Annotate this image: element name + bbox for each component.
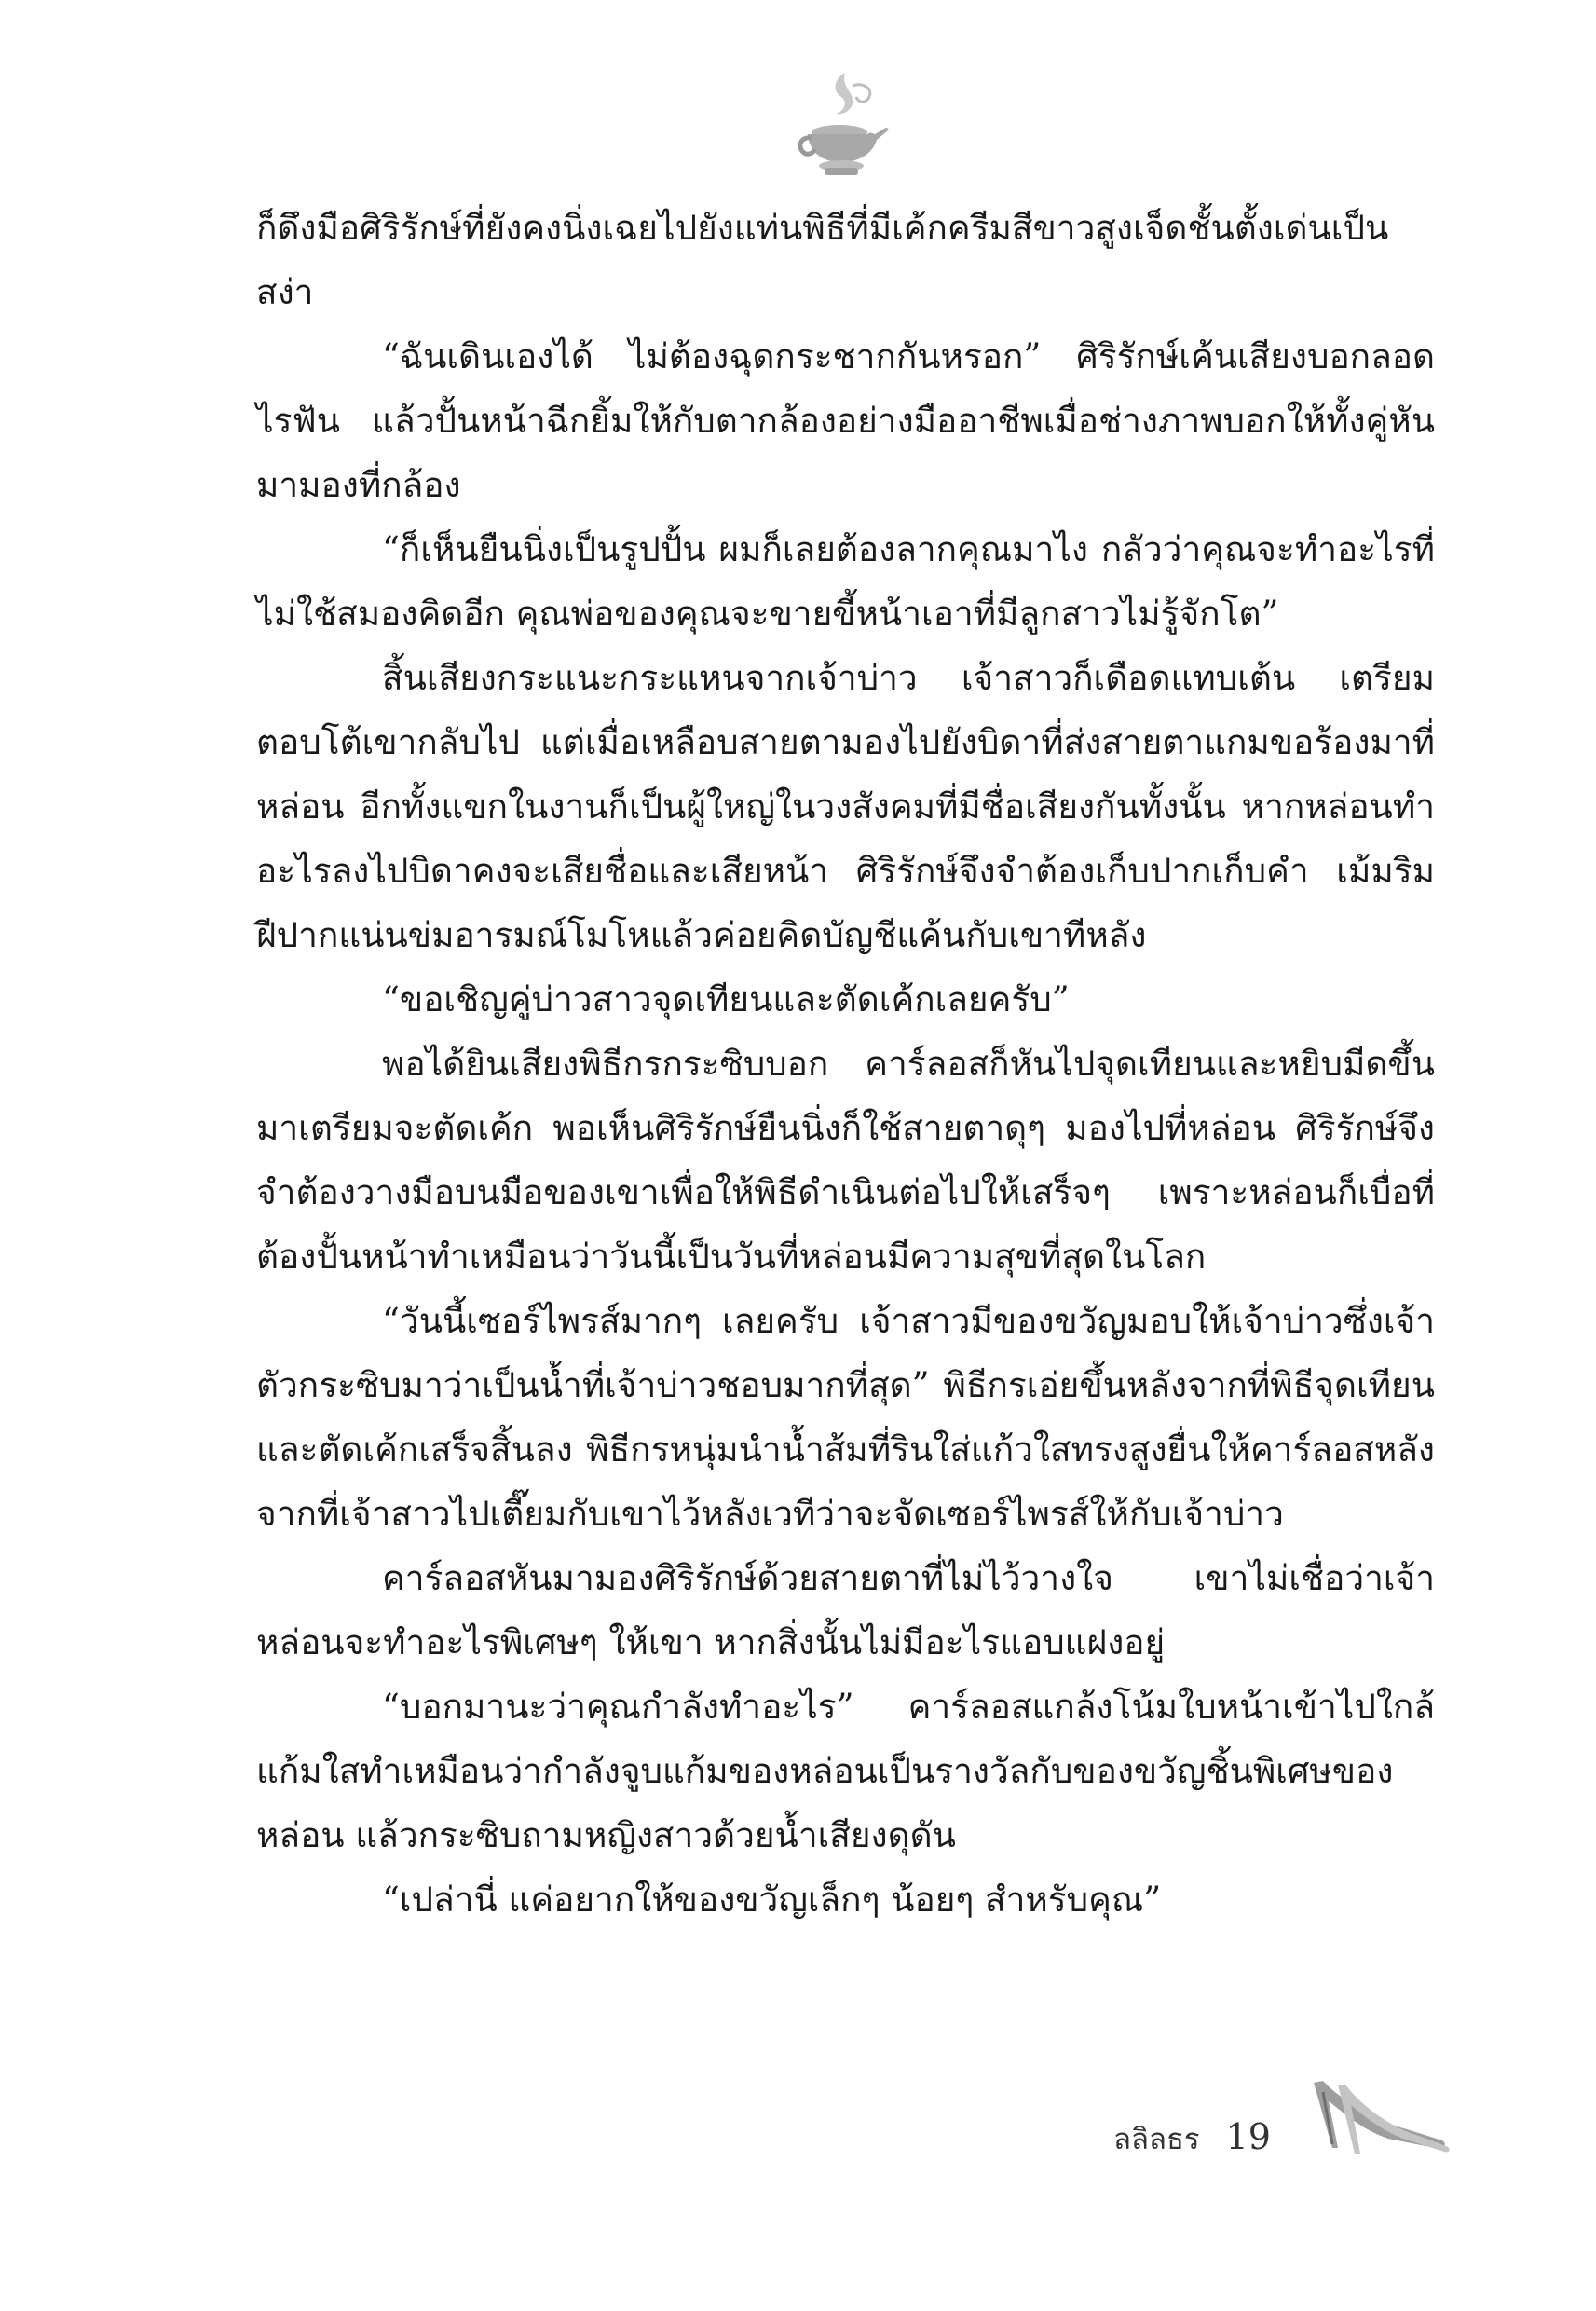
paragraph: สิ้นเสียงกระแนะกระแหนจากเจ้าบ่าว เจ้าสาวก็เดือดแทบเต้น เตรียมตอบโต้เขากลับไป แต่เมื่อเหลือบสายตามองไปยังบิดาที่ส่งสายตาแกมขอร้องมาที่หล่อน อีกทั้งแขกในงานก็เป็นผู้ใหญ่ในวงสังคมที่มีชื่อเสียงกันทั้งนั้น หากหล่อนทำอะไรลงไปบิดาคงจะเสียชื่อและเสียหน้า ศิริรักษ์จึงจำต้องเก็บปากเก็บคำ เม้มริมฝีปากแน่นข่มอารมณ์โมโหแล้วค่อยคิดบัญชีแค้นกับเขาทีหลัง bbox=[256, 658, 1435, 955]
paragraph: คาร์ลอสหันมามองศิริรักษ์ด้วยสายตาที่ไม่ไว้วางใจ เขาไม่เชื่อว่าเจ้าหล่อนจะทำอะไรพิเศษๆ ให้เขา หากสิ่งนั้นไม่มีอะไรแอบแฝงอยู่ bbox=[256, 1558, 1435, 1662]
paragraph: พอได้ยินเสียงพิธีกรกระซิบบอก คาร์ลอสก็หันไปจุดเทียนและหยิบมีดขึ้นมาเตรียมจะตัดเค้ก พอเห็นศิริรักษ์ยืนนิ่งก็ใช้สายตาดุๆ มองไปที่หล่อน ศิริรักษ์จึงจำต้องวางมือบนมือของเขาเพื่อให้พิธีดำเนินต่อไปให้เสร็จๆ เพราะหล่อนก็เบื่อที่ต้องปั้นหน้าทำเหมือนว่าวันนี้เป็นวันที่หล่อนมีความสุขที่สุดในโลก bbox=[256, 1044, 1435, 1277]
paragraph: “เปล่านี่ แค่อยากให้ของขวัญเล็กๆ น้อยๆ สำหรับคุณ” bbox=[382, 1880, 1162, 1920]
high-heel-shoe-icon bbox=[1304, 2073, 1453, 2167]
author-name: ลลิลธร bbox=[1113, 2123, 1200, 2156]
paragraph: “วันนี้เซอร์ไพรส์มากๆ เลยครับ เจ้าสาวมีของขวัญมอบให้เจ้าบ่าวซึ่งเจ้าตัวกระซิบมาว่าเป็นน้ำที่เจ้าบ่าวชอบมากที่สุด” พิธีกรเอ่ยขึ้นหลังจากที่พิธีจุดเทียนและตัดเค้กเสร็จสิ้นลง พิธีกรหนุ่มนำน้ำส้มที่รินใส่แก้วใสทรงสูงยื่นให้คาร์ลอสหลังจากที่เจ้าสาวไปเตี๊ยมกับเขาไว้หลังเวทีว่าจะจัดเซอร์ไพรส์ให้กับเจ้าบ่าว bbox=[256, 1301, 1435, 1534]
body-text bbox=[256, 196, 1435, 1932]
page-footer bbox=[1113, 2115, 1271, 2162]
paragraph: “ขอเชิญคู่บ่าวสาวจุดเทียนและตัดเค้กเลยครับ” bbox=[382, 979, 1070, 1019]
page-number: 19 bbox=[1225, 2116, 1271, 2157]
magic-lamp-icon bbox=[787, 65, 899, 182]
paragraph: “บอกมานะว่าคุณกำลังทำอะไร” คาร์ลอสแกล้งโน้มใบหน้าเข้าไปใกล้แก้มใสทำเหมือนว่ากำลังจูบแก้มของหล่อนเป็นรางวัลกับของขวัญชิ้นพิเศษของหล่อน แล้วกระซิบถามหญิงสาวด้วยน้ำเสียงดุดัน bbox=[256, 1687, 1435, 1855]
paragraph: “ฉันเดินเองได้ ไม่ต้องฉุดกระชากกันหรอก” ศิริรักษ์เค้นเสียงบอกลอดไรฟัน แล้วปั้นหน้าฉีกยิ้มให้กับตากล้องอย่างมืออาชีพเมื่อช่างภาพบอกให้ทั้งคู่หันมามองที่กล้อง bbox=[256, 336, 1435, 505]
paragraph: ก็ดึงมือศิริรักษ์ที่ยังคงนิ่งเฉยไปยังแท่นพิธีที่มีเค้กครีมสีขาวสูงเจ็ดชั้นตั้งเด่นเป็นสง่า bbox=[256, 208, 1389, 312]
paragraph: “ก็เห็นยืนนิ่งเป็นรูปปั้น ผมก็เลยต้องลากคุณมาไง กลัวว่าคุณจะทำอะไรที่ไม่ใช้สมองคิดอีก คุณพ่อของคุณจะขายขี้หน้าเอาที่มีลูกสาวไม่รู้จักโต” bbox=[256, 529, 1435, 634]
